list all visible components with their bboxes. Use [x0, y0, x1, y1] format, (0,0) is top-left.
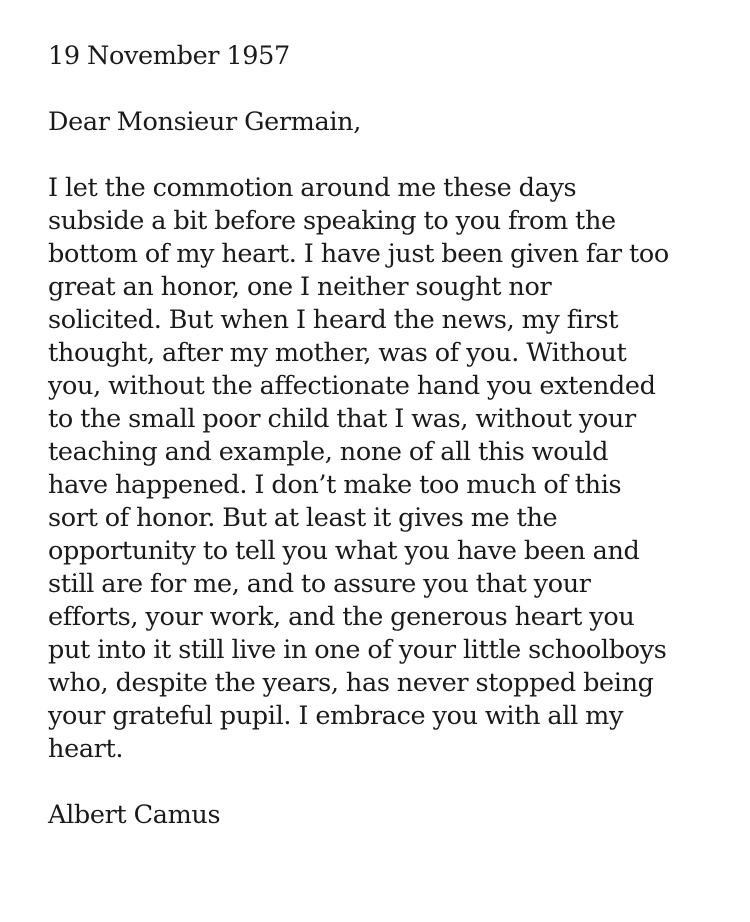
letter-signature: Albert Camus [48, 800, 221, 830]
spacer [48, 139, 738, 172]
body-line: your grateful pupil. I embrace you with all my [48, 701, 624, 731]
body-line: great an honor, one I neither sought nor [48, 272, 552, 302]
spacer [48, 766, 738, 799]
body-line: teaching and example, none of all this would [48, 437, 609, 467]
letter-body [48, 172, 738, 766]
letter-date: 19 November 1957 [48, 41, 290, 71]
body-line: I let the commotion around me these days [48, 173, 577, 203]
body-line: still are for me, and to assure you that your [48, 569, 591, 599]
body-line: who, despite the years, has never stopped being [48, 668, 654, 698]
body-line: heart. [48, 734, 124, 764]
body-line: to the small poor child that I was, without your [48, 404, 636, 434]
body-line: put into it still live in one of your little schoolboys [48, 635, 667, 665]
letter-salutation: Dear Monsieur Germain, [48, 107, 361, 137]
body-line: opportunity to tell you what you have been and [48, 536, 640, 566]
body-line: solicited. But when I heard the news, my first [48, 305, 619, 335]
body-line: efforts, your work, and the generous heart you [48, 602, 635, 632]
body-line: sort of honor. But at least it gives me the [48, 503, 558, 533]
spacer [48, 73, 738, 106]
body-line: bottom of my heart. I have just been given far too [48, 239, 669, 269]
body-line: subside a bit before speaking to you from the [48, 206, 616, 236]
body-line: you, without the affectionate hand you extended [48, 371, 656, 401]
body-line: thought, after my mother, was of you. Without [48, 338, 627, 368]
body-line: have happened. I don’t make too much of this [48, 470, 622, 500]
letter [48, 40, 738, 832]
